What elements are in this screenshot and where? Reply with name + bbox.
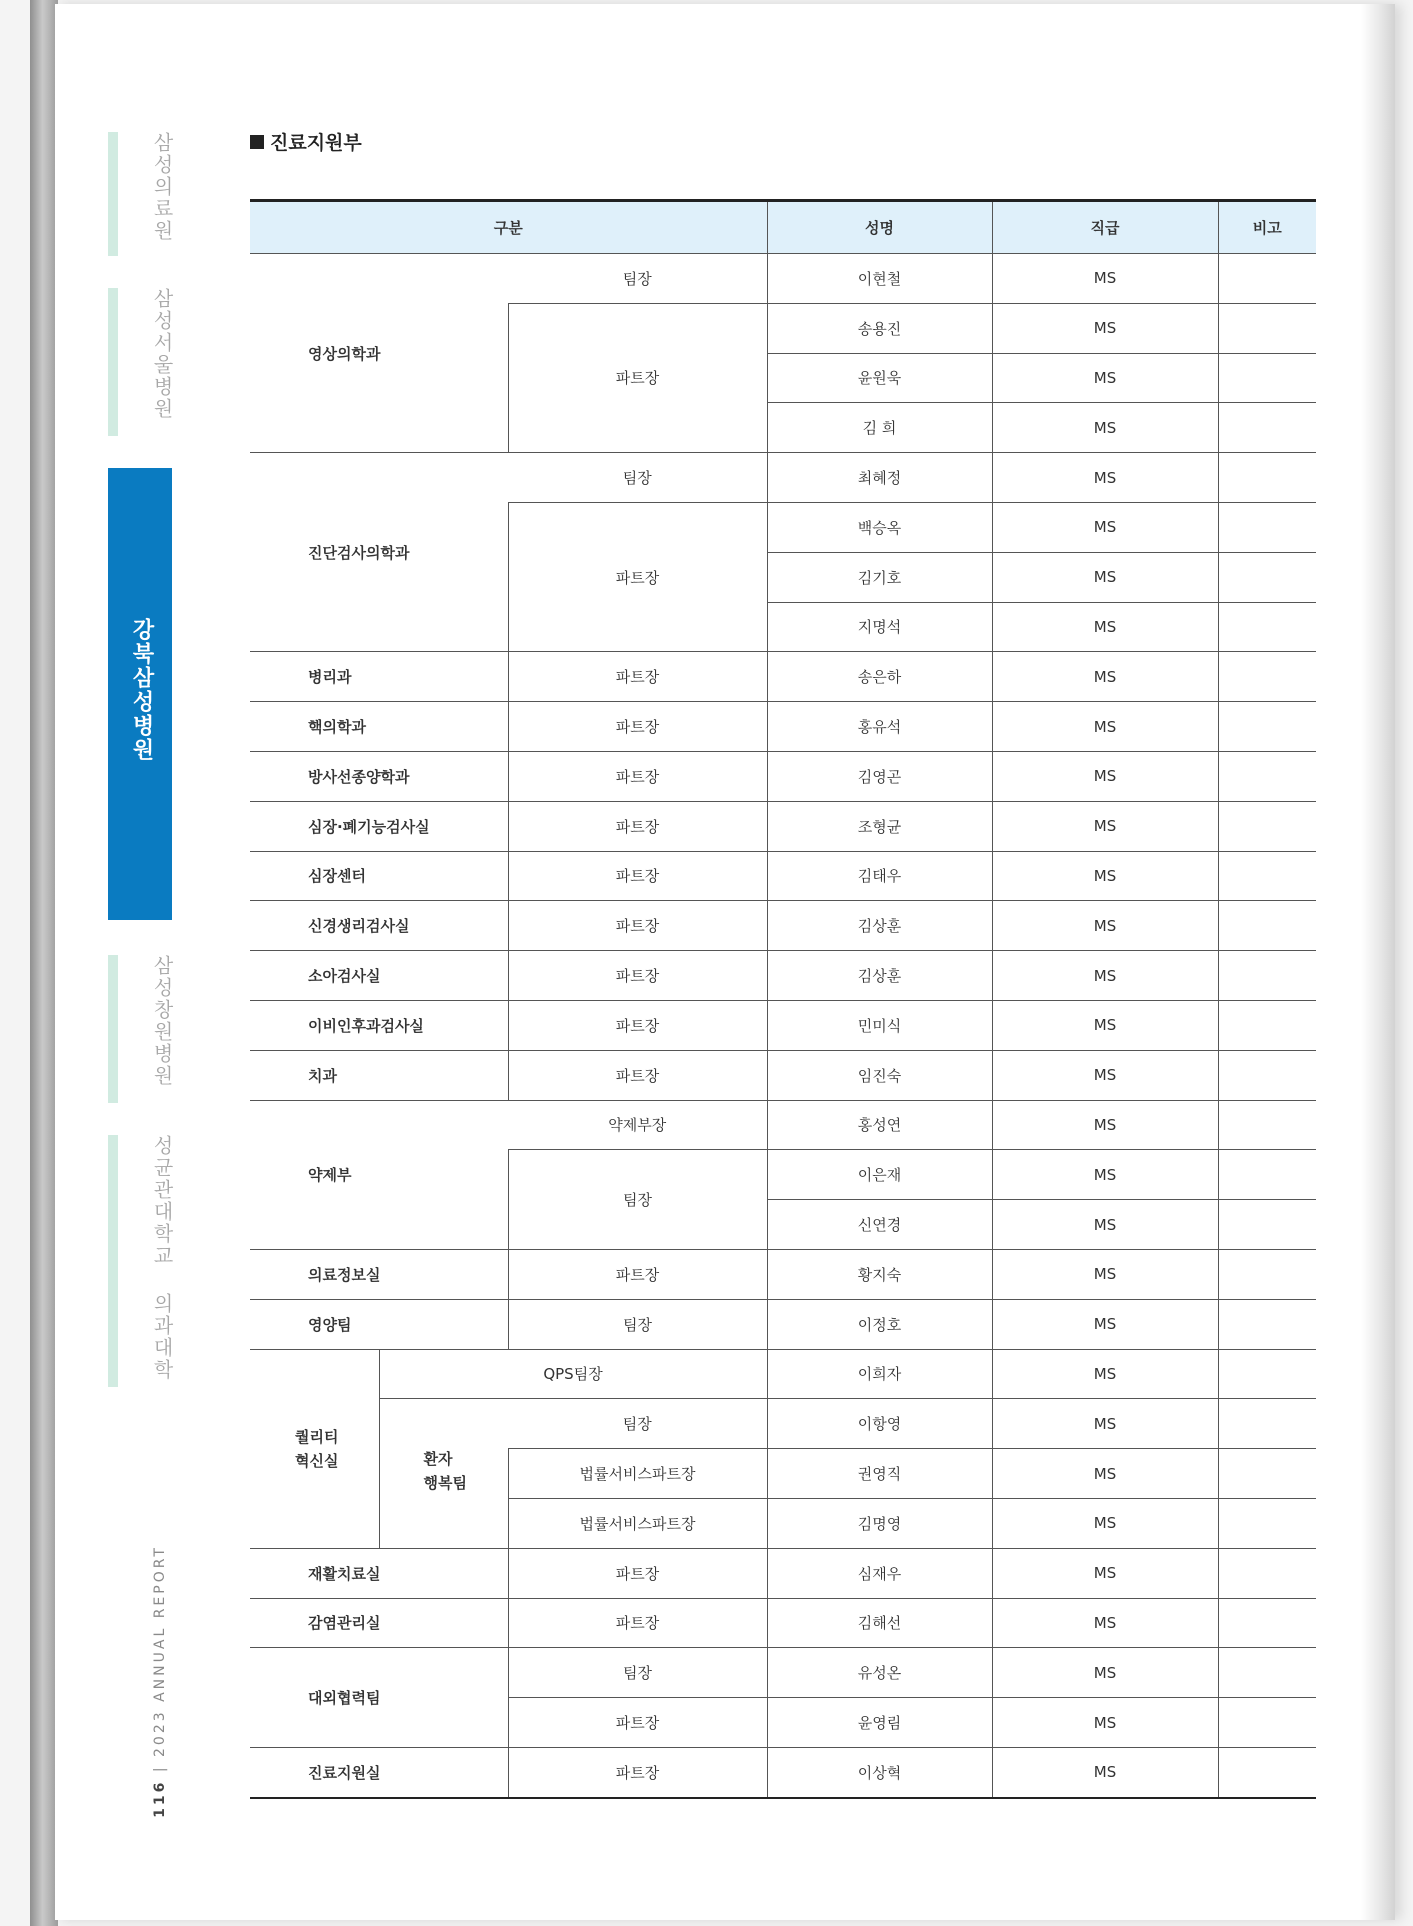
dept-cell: 이비인후과검사실 bbox=[250, 1000, 508, 1050]
name-cell: 이은재 bbox=[767, 1150, 992, 1200]
table-row bbox=[250, 453, 1316, 503]
rank-cell: MS bbox=[992, 403, 1218, 453]
note-cell bbox=[1218, 751, 1316, 801]
dept-name-line: 퀄리티 bbox=[295, 1427, 339, 1446]
rank-cell: MS bbox=[992, 1399, 1218, 1449]
name-cell: 이희자 bbox=[767, 1349, 992, 1399]
table-row bbox=[250, 1648, 1316, 1698]
dept-cell: 감염관리실 bbox=[250, 1598, 508, 1648]
dept-cell: 신경생리검사실 bbox=[250, 901, 508, 951]
note-cell bbox=[1218, 1249, 1316, 1299]
dept-cell: 심장·폐기능검사실 bbox=[250, 801, 508, 851]
position-cell: 약제부장 bbox=[508, 1100, 767, 1150]
note-cell bbox=[1218, 1100, 1316, 1150]
name-cell: 송은하 bbox=[767, 652, 992, 702]
table-row bbox=[250, 1249, 1316, 1299]
note-cell bbox=[1218, 951, 1316, 1001]
note-cell bbox=[1218, 702, 1316, 752]
book-spine bbox=[30, 0, 58, 1926]
name-cell: 윤영림 bbox=[767, 1698, 992, 1748]
section-title bbox=[250, 128, 362, 155]
side-tab-bar bbox=[108, 288, 118, 436]
footer-separator: | bbox=[152, 1764, 168, 1773]
table-row bbox=[250, 1000, 1316, 1050]
position-cell: 파트장 bbox=[508, 303, 767, 452]
side-tab-label: 강북삼성병원 bbox=[129, 618, 154, 762]
rank-cell: MS bbox=[992, 502, 1218, 552]
table-row bbox=[250, 1299, 1316, 1349]
note-cell bbox=[1218, 1050, 1316, 1100]
rank-cell: MS bbox=[992, 652, 1218, 702]
side-tab-kangbuk-samsung-hospital[interactable] bbox=[108, 468, 172, 920]
side-tab-label: 삼성창원병원 bbox=[150, 955, 174, 1087]
table-row bbox=[250, 801, 1316, 851]
position-cell: 법률서비스파트장 bbox=[508, 1449, 767, 1499]
note-cell bbox=[1218, 1349, 1316, 1399]
side-tab-samsung-seoul-hospital[interactable] bbox=[108, 288, 172, 436]
note-cell bbox=[1218, 1299, 1316, 1349]
side-tab-samsung-changwon-hospital[interactable] bbox=[108, 955, 172, 1103]
dept-cell: 방사선종양학과 bbox=[250, 751, 508, 801]
note-cell bbox=[1218, 1200, 1316, 1250]
name-cell: 민미식 bbox=[767, 1000, 992, 1050]
name-cell: 심재우 bbox=[767, 1548, 992, 1598]
note-cell bbox=[1218, 901, 1316, 951]
note-cell bbox=[1218, 851, 1316, 901]
note-cell bbox=[1218, 1698, 1316, 1748]
rank-cell: MS bbox=[992, 552, 1218, 602]
position-cell: 파트장 bbox=[508, 502, 767, 651]
staff-table bbox=[250, 199, 1316, 1799]
note-cell bbox=[1218, 652, 1316, 702]
dept-name-line: 혁신실 bbox=[295, 1451, 339, 1470]
dept-cell: 심장센터 bbox=[250, 851, 508, 901]
name-cell: 김 희 bbox=[767, 403, 992, 453]
note-cell bbox=[1218, 801, 1316, 851]
dept-cell: 의료정보실 bbox=[250, 1249, 508, 1299]
table-row bbox=[250, 1100, 1316, 1150]
note-cell bbox=[1218, 1000, 1316, 1050]
note-cell bbox=[1218, 1747, 1316, 1797]
position-cell: 파트장 bbox=[508, 951, 767, 1001]
side-tab-label: 성균관대학교 의과대학 bbox=[150, 1135, 174, 1381]
position-cell: 파트장 bbox=[508, 1249, 767, 1299]
name-cell: 김상훈 bbox=[767, 901, 992, 951]
table-row bbox=[250, 1399, 1316, 1449]
name-cell: 최혜정 bbox=[767, 453, 992, 503]
table-row bbox=[250, 1747, 1316, 1797]
name-cell: 김상훈 bbox=[767, 951, 992, 1001]
side-tab-skku-medicine[interactable] bbox=[108, 1135, 172, 1387]
rank-cell: MS bbox=[992, 1498, 1218, 1548]
table-header-row bbox=[250, 201, 1316, 254]
table-row bbox=[250, 254, 1316, 304]
dept-cell: 소아검사실 bbox=[250, 951, 508, 1001]
rank-cell: MS bbox=[992, 303, 1218, 353]
rank-cell: MS bbox=[992, 1200, 1218, 1250]
position-cell: 팀장 bbox=[508, 1648, 767, 1698]
rank-cell: MS bbox=[992, 1050, 1218, 1100]
rank-cell: MS bbox=[992, 951, 1218, 1001]
note-cell bbox=[1218, 1548, 1316, 1598]
name-cell: 신연경 bbox=[767, 1200, 992, 1250]
name-cell: 송용진 bbox=[767, 303, 992, 353]
name-cell: 김해선 bbox=[767, 1598, 992, 1648]
name-cell: 이상혁 bbox=[767, 1747, 992, 1797]
square-bullet-icon bbox=[250, 135, 264, 149]
dept-cell: 대외협력팀 bbox=[250, 1648, 508, 1748]
rank-cell: MS bbox=[992, 901, 1218, 951]
dept-cell: 치과 bbox=[250, 1050, 508, 1100]
dept-cell: 영상의학과 bbox=[250, 254, 508, 453]
name-cell: 유성온 bbox=[767, 1648, 992, 1698]
rank-cell: MS bbox=[992, 1000, 1218, 1050]
side-tab-bar bbox=[108, 132, 118, 256]
note-cell bbox=[1218, 1449, 1316, 1499]
note-cell bbox=[1218, 1648, 1316, 1698]
position-cell: 파트장 bbox=[508, 901, 767, 951]
table-row bbox=[250, 751, 1316, 801]
rank-cell: MS bbox=[992, 851, 1218, 901]
name-cell: 백승옥 bbox=[767, 502, 992, 552]
rank-cell: MS bbox=[992, 1548, 1218, 1598]
position-cell: 팀장 bbox=[508, 1299, 767, 1349]
table-row bbox=[250, 1349, 1316, 1399]
position-cell: 파트장 bbox=[508, 1050, 767, 1100]
position-cell: 파트장 bbox=[508, 702, 767, 752]
side-tab-label: 삼성서울병원 bbox=[150, 288, 174, 420]
position-cell: 파트장 bbox=[508, 1698, 767, 1748]
rank-cell: MS bbox=[992, 1349, 1218, 1399]
position-cell: 팀장 bbox=[508, 1399, 767, 1449]
name-cell: 이항영 bbox=[767, 1399, 992, 1449]
table-row bbox=[250, 1548, 1316, 1598]
table-row bbox=[250, 702, 1316, 752]
header-name: 성명 bbox=[767, 201, 992, 254]
subdept-name-line: 행복팀 bbox=[423, 1474, 467, 1493]
table-row bbox=[250, 652, 1316, 702]
position-cell: 파트장 bbox=[508, 1598, 767, 1648]
name-cell: 권영직 bbox=[767, 1449, 992, 1499]
name-cell: 홍유석 bbox=[767, 702, 992, 752]
subdept-cell bbox=[379, 1399, 508, 1548]
subdept-name-line: 환자 bbox=[423, 1450, 453, 1469]
rank-cell: MS bbox=[992, 1598, 1218, 1648]
note-cell bbox=[1218, 403, 1316, 453]
rank-cell: MS bbox=[992, 353, 1218, 403]
name-cell: 이정호 bbox=[767, 1299, 992, 1349]
position-cell: 팀장 bbox=[508, 254, 767, 304]
position-cell: 파트장 bbox=[508, 751, 767, 801]
page-footer bbox=[152, 1545, 168, 1818]
note-cell bbox=[1218, 502, 1316, 552]
rank-cell: MS bbox=[992, 702, 1218, 752]
rank-cell: MS bbox=[992, 1299, 1218, 1349]
note-cell bbox=[1218, 1399, 1316, 1449]
note-cell bbox=[1218, 1498, 1316, 1548]
side-tab-bar bbox=[108, 1135, 118, 1387]
side-tab-bar bbox=[108, 955, 118, 1103]
position-cell: QPS팀장 bbox=[379, 1349, 767, 1399]
name-cell: 홍성연 bbox=[767, 1100, 992, 1150]
name-cell: 임진숙 bbox=[767, 1050, 992, 1100]
name-cell: 김영곤 bbox=[767, 751, 992, 801]
position-cell: 법률서비스파트장 bbox=[508, 1498, 767, 1548]
note-cell bbox=[1218, 552, 1316, 602]
table-row bbox=[250, 951, 1316, 1001]
name-cell: 김태우 bbox=[767, 851, 992, 901]
dept-cell: 진료지원실 bbox=[250, 1747, 508, 1797]
rank-cell: MS bbox=[992, 751, 1218, 801]
dept-cell: 약제부 bbox=[250, 1100, 508, 1249]
dept-cell: 핵의학과 bbox=[250, 702, 508, 752]
position-cell: 파트장 bbox=[508, 851, 767, 901]
rank-cell: MS bbox=[992, 1150, 1218, 1200]
rank-cell: MS bbox=[992, 1449, 1218, 1499]
note-cell bbox=[1218, 453, 1316, 503]
page-number: 116 bbox=[152, 1779, 168, 1818]
position-cell: 팀장 bbox=[508, 453, 767, 503]
report-name: 2023 ANNUAL REPORT bbox=[152, 1545, 168, 1757]
name-cell: 조형균 bbox=[767, 801, 992, 851]
name-cell: 이현철 bbox=[767, 254, 992, 304]
note-cell bbox=[1218, 303, 1316, 353]
table-row bbox=[250, 1598, 1316, 1648]
rank-cell: MS bbox=[992, 453, 1218, 503]
position-cell: 파트장 bbox=[508, 1548, 767, 1598]
rank-cell: MS bbox=[992, 602, 1218, 652]
rank-cell: MS bbox=[992, 254, 1218, 304]
rank-cell: MS bbox=[992, 1648, 1218, 1698]
position-cell: 파트장 bbox=[508, 652, 767, 702]
table-row bbox=[250, 1050, 1316, 1100]
rank-cell: MS bbox=[992, 1747, 1218, 1797]
note-cell bbox=[1218, 602, 1316, 652]
note-cell bbox=[1218, 1150, 1316, 1200]
header-rank: 직급 bbox=[992, 201, 1218, 254]
name-cell: 황지숙 bbox=[767, 1249, 992, 1299]
dept-cell: 영양팀 bbox=[250, 1299, 508, 1349]
position-cell: 파트장 bbox=[508, 1747, 767, 1797]
note-cell bbox=[1218, 254, 1316, 304]
position-cell: 파트장 bbox=[508, 801, 767, 851]
rank-cell: MS bbox=[992, 1249, 1218, 1299]
name-cell: 김기호 bbox=[767, 552, 992, 602]
name-cell: 지명석 bbox=[767, 602, 992, 652]
dept-cell: 재활치료실 bbox=[250, 1548, 508, 1598]
rank-cell: MS bbox=[992, 1100, 1218, 1150]
header-note: 비고 bbox=[1218, 201, 1316, 254]
name-cell: 윤원욱 bbox=[767, 353, 992, 403]
rank-cell: MS bbox=[992, 801, 1218, 851]
header-category: 구분 bbox=[250, 201, 767, 254]
dept-cell: 진단검사의학과 bbox=[250, 453, 508, 652]
table-row bbox=[250, 901, 1316, 951]
dept-cell bbox=[250, 1349, 379, 1548]
table-row bbox=[250, 851, 1316, 901]
position-cell: 팀장 bbox=[508, 1150, 767, 1250]
side-tab-samsung-medical-center[interactable] bbox=[108, 132, 172, 256]
note-cell bbox=[1218, 353, 1316, 403]
page-edge-shadow bbox=[1361, 4, 1395, 1920]
note-cell bbox=[1218, 1598, 1316, 1648]
position-cell: 파트장 bbox=[508, 1000, 767, 1050]
name-cell: 김명영 bbox=[767, 1498, 992, 1548]
dept-cell: 병리과 bbox=[250, 652, 508, 702]
section-title-text: 진료지원부 bbox=[270, 132, 362, 154]
rank-cell: MS bbox=[992, 1698, 1218, 1748]
side-tab-label: 삼성의료원 bbox=[150, 132, 174, 242]
